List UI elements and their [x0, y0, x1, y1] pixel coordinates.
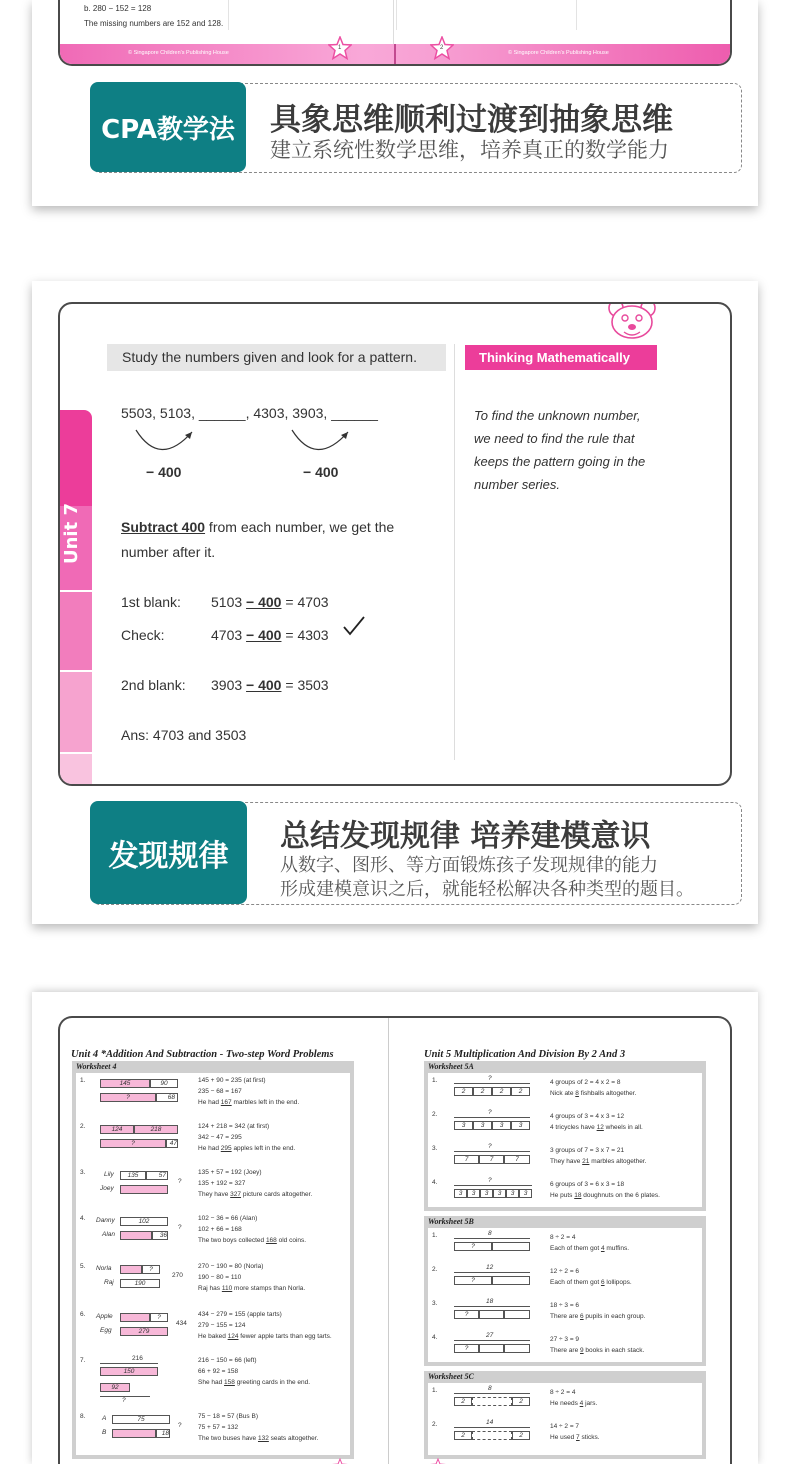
- top-label: 216: [132, 1355, 143, 1362]
- arrow-icon: [130, 426, 200, 456]
- number-sequence: 5503, 5103, ______, 4303, 3903, ______: [121, 405, 378, 421]
- problem-number: 7.: [80, 1357, 86, 1364]
- dimension-line: [454, 1340, 530, 1341]
- bar-label: ?: [126, 1094, 130, 1101]
- model-bar: [150, 1079, 178, 1088]
- problem-row: 2. 12 ? 12 ÷ 2 = 6 Each of them got 6 lollipops.: [432, 1264, 632, 1286]
- star-icon: [332, 1458, 348, 1464]
- model-bar: 47: [166, 1139, 178, 1148]
- bar-name: Norla: [96, 1265, 112, 1272]
- equation-block: 27 ÷ 3 = 9 There are 9 books in each stack.: [550, 1336, 645, 1354]
- worksheet-5a: [424, 1061, 706, 1211]
- model-bar: 102: [120, 1217, 168, 1226]
- rule-bold: Subtract 400: [121, 519, 206, 535]
- eq-part: 4703: [211, 627, 247, 643]
- divider-line: [576, 0, 577, 30]
- model-bar: [100, 1093, 156, 1102]
- arrow-label: − 400: [146, 464, 182, 480]
- cell: 3: [467, 1189, 480, 1198]
- worksheet-heading: Worksheet 5A: [428, 1062, 474, 1071]
- cell: 7: [479, 1155, 504, 1164]
- thinking-text-line: we need to find the rule that: [474, 431, 635, 446]
- worksheet-heading: Worksheet 4: [76, 1062, 117, 1071]
- worksheet-4: [72, 1061, 354, 1459]
- problem-row: [76, 1261, 350, 1305]
- worksheet-body: [428, 1228, 702, 1362]
- problem-row: [76, 1411, 350, 1455]
- cell: [479, 1344, 504, 1353]
- thinking-text-line: number series.: [474, 477, 560, 492]
- page-divider: [388, 1018, 389, 1464]
- problem-row: 4. 27 ? 27 ÷ 3 = 9 There are 9 books in each stack.: [432, 1332, 645, 1354]
- cell: [472, 1397, 512, 1406]
- worksheet-5c: [424, 1371, 706, 1459]
- bar-name: B: [102, 1429, 107, 1436]
- feature-subheading: 形成建模意识之后，就能轻松解决各种类型的题目。: [280, 879, 694, 900]
- model-bar: 279: [120, 1327, 168, 1336]
- total-label: ?: [488, 1109, 492, 1116]
- eq-part: 3903: [211, 677, 247, 693]
- equation-block: 14 ÷ 2 = 7 He used 7 sticks.: [550, 1423, 600, 1441]
- cell: 3: [454, 1189, 467, 1198]
- feature-subheading: 从数字、图形、等方面锻炼孩子发现规律的能力: [280, 855, 658, 876]
- equation-line: 145 + 90 = 235 (at first): [198, 1077, 266, 1084]
- model-bar: ?: [142, 1265, 160, 1274]
- left-page-title: Unit 4 *Addition And Subtraction - Two-step Word Problems: [71, 1049, 334, 1060]
- bar-name: Lily: [104, 1171, 114, 1178]
- cell: 3: [473, 1121, 492, 1130]
- feature-heading: 具象思维顺利过渡到抽象思维: [270, 102, 673, 138]
- total-label: 14: [486, 1419, 494, 1426]
- total-label: 12: [486, 1264, 494, 1271]
- bracket-label: ?: [178, 1178, 182, 1185]
- blank1-equation: [211, 594, 329, 610]
- problem-row: [76, 1121, 350, 1165]
- problem-number: 5.: [80, 1263, 86, 1270]
- worksheet-heading: Worksheet 5C: [428, 1372, 474, 1381]
- cell: 2: [473, 1087, 492, 1096]
- model-bar: ?: [150, 1313, 168, 1322]
- bar-label: 145: [119, 1080, 131, 1087]
- problem-number: 3.: [80, 1169, 86, 1176]
- total-label: ?: [488, 1143, 492, 1150]
- answer-line: He had 167 marbles left in the end.: [198, 1099, 300, 1106]
- bracket-label: ?: [178, 1422, 182, 1429]
- model-bar: [112, 1429, 156, 1438]
- model-bar: 36: [152, 1231, 168, 1240]
- total-label: ?: [488, 1075, 492, 1082]
- problem-row: [76, 1309, 350, 1353]
- cell: [472, 1431, 512, 1440]
- bar-label: 68: [167, 1094, 175, 1101]
- book-spread: [58, 1016, 732, 1464]
- thinking-label-bar: [465, 345, 657, 370]
- problem-row: 1. ? 2 2 2 2 4 groups of 2 = 4 x 2 = 8 Nick ate 8 fishballs altogether.: [432, 1075, 637, 1097]
- rule-text-line2: number after it.: [121, 544, 216, 560]
- model-bar: 124: [100, 1125, 134, 1134]
- feature-panel-worksheets: [32, 992, 758, 1464]
- equation-block: 4 groups of 3 = 4 x 3 = 12 4 tricycles have 12 wheels in all.: [550, 1113, 643, 1131]
- footer-copyright-right: © Singapore Children's Publishing House: [508, 50, 609, 56]
- problem-number: 2.: [80, 1123, 86, 1130]
- equation-block: 75 − 18 = 57 (Bus B) 75 + 57 = 132 The two buses have 132 seats altogether.: [198, 1413, 319, 1442]
- column-divider: [454, 344, 455, 760]
- cell: 2: [511, 1087, 530, 1096]
- dimension-line: [454, 1185, 532, 1186]
- book-page: [58, 302, 732, 786]
- cell: ?: [454, 1276, 492, 1285]
- worksheet-heading: Worksheet 5B: [428, 1217, 474, 1226]
- arrow-label: − 400: [303, 464, 339, 480]
- bar-name: A: [102, 1415, 107, 1422]
- equation-block: 12 ÷ 2 = 6 Each of them got 6 lollipops.: [550, 1268, 632, 1286]
- dimension-line: [454, 1393, 530, 1394]
- model-bar: [100, 1079, 150, 1088]
- thinking-text-line: keeps the pattern going in the: [474, 454, 646, 469]
- eq-part: 5103: [211, 594, 247, 610]
- model-bar: 92: [100, 1383, 130, 1392]
- cell: 3: [492, 1121, 511, 1130]
- cell: [504, 1310, 530, 1319]
- bar-name: Joey: [100, 1185, 114, 1192]
- model-bar: 150: [100, 1367, 158, 1376]
- cell: [492, 1242, 530, 1251]
- page-number: 1: [338, 45, 342, 51]
- model-bar: 75: [112, 1415, 170, 1424]
- worksheet-body: [428, 1073, 702, 1207]
- dimension-line: [454, 1427, 530, 1428]
- model-bar: [120, 1231, 152, 1240]
- problem-row: 1. 8 ? 8 ÷ 2 = 4 Each of them got 4 muffins.: [432, 1230, 630, 1252]
- problem-row: 4. ? 3 3 3 3 3 3 6 groups of 3 = 6 x 3 = 18 He puts 18 doughnuts on the 6 plates.: [432, 1177, 660, 1199]
- problem-number: 8.: [80, 1413, 86, 1420]
- eq-part: = 3503: [281, 677, 329, 693]
- unit-tab-label: Unit 7: [61, 503, 82, 564]
- eq-part: = 4303: [281, 627, 329, 643]
- model-bar: 57: [146, 1171, 168, 1180]
- bar-name: Egg: [100, 1327, 112, 1334]
- page-number: 2: [440, 45, 444, 51]
- eq-op: − 400: [246, 677, 282, 693]
- cell: 2: [492, 1087, 511, 1096]
- check-label: Check:: [121, 627, 165, 643]
- arrow-icon: [286, 426, 356, 456]
- rule-rest: from each number, we get the: [205, 519, 395, 535]
- side-tab-unit7: [60, 503, 92, 590]
- star-page-2-icon: [430, 36, 454, 60]
- cell: 2: [454, 1431, 472, 1440]
- equation-block: 216 − 150 = 66 (left) 66 + 92 = 158 She had 158 greeting cards in the end.: [198, 1357, 311, 1386]
- instruction-text: Study the numbers given and look for a pattern.: [122, 349, 417, 365]
- side-tab: [60, 410, 92, 506]
- dimension-line: [454, 1238, 530, 1239]
- problem-row: [76, 1167, 350, 1211]
- dimension-line: [454, 1272, 530, 1273]
- total-label: 27: [486, 1332, 494, 1339]
- dimension-line: [454, 1306, 530, 1307]
- equation-block: 102 − 36 = 66 (Alan) 102 + 66 = 168 The two boys collected 168 old coins.: [198, 1215, 307, 1244]
- problem-number: 6.: [80, 1311, 86, 1318]
- feature-panel-pattern: [32, 281, 758, 924]
- dimension-line: [454, 1117, 530, 1118]
- rule-text: [121, 519, 394, 535]
- equation-block: [198, 1075, 299, 1108]
- total-label: 8: [488, 1385, 492, 1392]
- cell: 2: [512, 1431, 530, 1440]
- cell: [504, 1344, 530, 1353]
- equation-block: 18 ÷ 3 = 6 There are 6 pupils in each group.: [550, 1302, 646, 1320]
- cell: 2: [512, 1397, 530, 1406]
- cell: 3: [519, 1189, 532, 1198]
- instruction-bar: [107, 344, 446, 371]
- problem-number: 1.: [80, 1077, 86, 1084]
- cell: 7: [504, 1155, 530, 1164]
- dimension-line: [454, 1151, 530, 1152]
- side-tab: [60, 754, 92, 786]
- cell: 3: [493, 1189, 506, 1198]
- model-bar: [120, 1265, 142, 1274]
- model-bar: ?: [100, 1139, 166, 1148]
- equation-block: 3 groups of 7 = 3 x 7 = 21 They have 21 marbles altogether.: [550, 1147, 647, 1165]
- problem-row: 2. ? 3 3 3 3 4 groups of 3 = 4 x 3 = 12 4 tricycles have 12 wheels in all.: [432, 1109, 643, 1131]
- model-bar: [156, 1093, 178, 1102]
- bar-name: Apple: [96, 1313, 113, 1320]
- blank1-label: 1st blank:: [121, 594, 181, 610]
- bracket-label: 434: [176, 1320, 187, 1327]
- problem-row: [76, 1075, 350, 1119]
- model-bar: [120, 1313, 150, 1322]
- cell: ?: [454, 1310, 479, 1319]
- check-equation: [211, 627, 329, 643]
- thinking-label: Thinking Mathematically: [479, 350, 630, 365]
- book-spread-top: [58, 0, 732, 66]
- side-tab: [60, 672, 92, 752]
- mascot-icon: [604, 302, 660, 342]
- bottom-label: ?: [122, 1397, 126, 1404]
- divider-line: [228, 0, 229, 30]
- cell: 2: [454, 1087, 473, 1096]
- pink-footer-bar: [60, 44, 732, 64]
- model-bar: 18: [156, 1429, 170, 1438]
- blank2-equation: [211, 677, 329, 693]
- equation-block: 135 + 57 = 192 (Joey) 135 + 192 = 327 They have 327 picture cards altogether.: [198, 1169, 313, 1198]
- problem-row: 3. 18 ? 18 ÷ 3 = 6 There are 6 pupils in each group.: [432, 1298, 646, 1320]
- bracket-label: ?: [178, 1224, 182, 1231]
- thinking-text-line: To find the unknown number,: [474, 408, 641, 423]
- page-divider: [394, 44, 396, 64]
- equation-block: 270 − 190 = 80 (Norla) 190 − 80 = 110 Raj has 110 more stamps than Norla.: [198, 1263, 306, 1292]
- cell: 3: [506, 1189, 519, 1198]
- feature-panel-cpa: [32, 0, 758, 206]
- equation-block: 124 + 218 = 342 (at first) 342 − 47 = 295 He had 295 apples left in the end.: [198, 1123, 296, 1152]
- equation-line: 235 − 68 = 167: [198, 1088, 242, 1095]
- equation-block: 8 ÷ 2 = 4 Each of them got 4 muffins.: [550, 1234, 630, 1252]
- cell: [492, 1276, 530, 1285]
- cell: 7: [454, 1155, 479, 1164]
- footer-copyright-left: © Singapore Children's Publishing House: [128, 50, 229, 56]
- equation-block: 434 − 279 = 155 (apple tarts) 279 − 155 = 124 He baked 124 fewer apple tarts than egg tarts.: [198, 1311, 332, 1340]
- right-page-title: Unit 5 Multiplication And Division By 2 And 3: [424, 1049, 626, 1060]
- cell: 2: [454, 1397, 472, 1406]
- problem-row: 2. 14 2 2 14 ÷ 2 = 7 He used 7 sticks.: [432, 1419, 600, 1441]
- side-tab: [60, 592, 92, 670]
- eq-op: − 400: [246, 594, 282, 610]
- divider-line: [396, 0, 397, 30]
- worksheet-body: [76, 1073, 350, 1455]
- total-label: 8: [488, 1230, 492, 1237]
- problem-row: [76, 1213, 350, 1257]
- problem-row: [76, 1355, 350, 1407]
- cell: 3: [511, 1121, 530, 1130]
- problem-row: 1. 8 2 2 8 ÷ 2 = 4 He needs 4 jars.: [432, 1385, 598, 1407]
- dimension-line: [454, 1083, 530, 1084]
- star-icon: [430, 1458, 446, 1464]
- total-label: 18: [486, 1298, 494, 1305]
- problem-row: 3. ? 7 7 7 3 groups of 7 = 3 x 7 = 21 They have 21 marbles altogether.: [432, 1143, 647, 1165]
- cell: 3: [480, 1189, 493, 1198]
- model-bar: 135: [120, 1171, 146, 1180]
- solution-line: The missing numbers are 152 and 128.: [84, 19, 224, 28]
- cell: [479, 1310, 504, 1319]
- star-page-1-icon: [328, 36, 352, 60]
- feature-heading: 总结发现规律 培养建模意识: [280, 819, 651, 854]
- blank2-label: 2nd blank:: [121, 677, 186, 693]
- equation-block: 8 ÷ 2 = 4 He needs 4 jars.: [550, 1389, 598, 1407]
- equation-block: 6 groups of 3 = 6 x 3 = 18 He puts 18 doughnuts on the 6 plates.: [550, 1181, 660, 1199]
- feature-tag: 发现规律: [90, 801, 247, 904]
- bar-name: Danny: [96, 1217, 115, 1224]
- bar-name: Alan: [102, 1231, 116, 1238]
- model-bar: [120, 1185, 168, 1194]
- feature-subheading: 建立系统性数学思维，培养真正的数学能力: [270, 138, 669, 162]
- feature-tag: CPA教学法: [90, 82, 246, 172]
- solution-line: b. 280 − 152 = 128: [84, 4, 152, 13]
- bracket-label: 270: [172, 1272, 183, 1279]
- dimension-line: [100, 1363, 158, 1364]
- eq-part: = 4703: [281, 594, 329, 610]
- bar-name: Raj: [104, 1279, 114, 1286]
- cell: ?: [454, 1344, 479, 1353]
- total-label: ?: [488, 1177, 492, 1184]
- model-bar: 218: [134, 1125, 178, 1134]
- cell: ?: [454, 1242, 492, 1251]
- bar-label: 90: [160, 1080, 168, 1087]
- eq-op: − 400: [246, 627, 282, 643]
- problem-number: 4.: [80, 1215, 86, 1222]
- checkmark-icon: [342, 615, 366, 637]
- worksheet-5b: [424, 1216, 706, 1366]
- equation-block: 4 groups of 2 = 4 x 2 = 8 Nick ate 8 fishballs altogether.: [550, 1079, 637, 1097]
- worksheet-body: [428, 1383, 702, 1455]
- model-bar: 190: [120, 1279, 160, 1288]
- answer-text: Ans: 4703 and 3503: [121, 727, 247, 743]
- cell: 3: [454, 1121, 473, 1130]
